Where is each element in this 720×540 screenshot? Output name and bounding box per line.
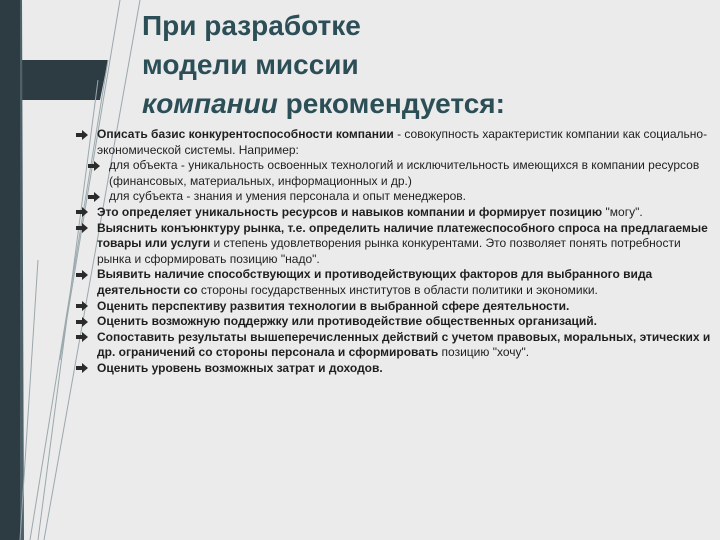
list-item (76, 314, 716, 330)
arrow-bullet-icon (76, 267, 88, 282)
arrow-bullet-icon (76, 330, 88, 345)
list-item-bold-text: Это определяет уникальность ресурсов и навыков компании и формирует позицию (97, 204, 603, 219)
list-item (76, 221, 716, 268)
left-edge-strip (0, 0, 20, 540)
arrow-bullet-icon (76, 361, 88, 376)
list-item (76, 330, 716, 361)
arrow-bullet-icon (76, 205, 88, 220)
list-item-bold-text: Выявить наличие способствующих и противодействующих факторов для выбранного вида деятельности со (97, 267, 653, 297)
list-item (76, 361, 716, 377)
list-item-bold-text: Оценить перспективу развития технологии в выбранной сфере деятельности. (97, 298, 570, 313)
title-line-2: модели миссии (142, 49, 359, 80)
arrow-bullet-icon (76, 127, 88, 142)
list-item-bold-text: Оценить уровень возможных затрат и доходов. (97, 360, 383, 375)
arrow-bullet-icon (88, 189, 100, 204)
title-line-3-rest: рекомендуется: (277, 88, 505, 119)
arrow-bullet-icon (88, 158, 100, 173)
title-line-1: При разработке (142, 10, 361, 41)
list-item-bold-text: Выяснить конъюнктуру рынка, т.е. определить наличие платежеспособного спроса на предлагаемые товары или услуги (97, 220, 708, 251)
title-line-3-italic: компании (142, 88, 278, 119)
list-item-text: для субъекта - знания и умения персонала и опыт менеджеров. (109, 189, 467, 204)
list-item-bold-text: Сопоставить результаты вышеперечисленных действий с учетом правовых, моральных, этических и др. ограничений со стороны персонала и сформировать (97, 329, 711, 360)
title-line-3 (142, 84, 702, 123)
list-item (76, 127, 716, 158)
arrow-bullet-icon (76, 221, 88, 236)
list-item-text: "могу". (602, 204, 643, 219)
list-item (76, 299, 716, 315)
arrow-bullet-icon (76, 314, 88, 329)
list-item-bold-text: Оценить возможную поддержку или противодействие общественных организаций. (97, 314, 598, 329)
edge-highlight (20, 0, 24, 540)
title-accent-bar (0, 60, 108, 100)
list-item-text: стороны государственных институтов в области политики и экономики. (197, 282, 598, 297)
sub-list-item (76, 158, 716, 189)
arrow-bullet-icon (76, 299, 88, 314)
sub-list-item (76, 189, 716, 205)
list-item (76, 267, 716, 298)
list-item (76, 205, 716, 221)
list-item-bold-text: Описать базис конкурентоспособности компании (97, 127, 394, 141)
list-item-text: для объекта - уникальность освоенных технологий и исключительность имеющихся в компании ресурсов (финансовых, материальных, информационных и др.) (109, 158, 700, 188)
list-item-text: позицию "хочу". (438, 345, 530, 360)
list-item-text: и степень удовлетворения рынка конкурентами. Это позволяет понять потребности рынка и сформировать позицию "надо". (97, 236, 681, 266)
bullet-list (76, 127, 716, 377)
list-item-text: - совокупность характеристик компании как социально-экономической системы. Например: (97, 127, 708, 157)
slide-title (142, 6, 702, 123)
